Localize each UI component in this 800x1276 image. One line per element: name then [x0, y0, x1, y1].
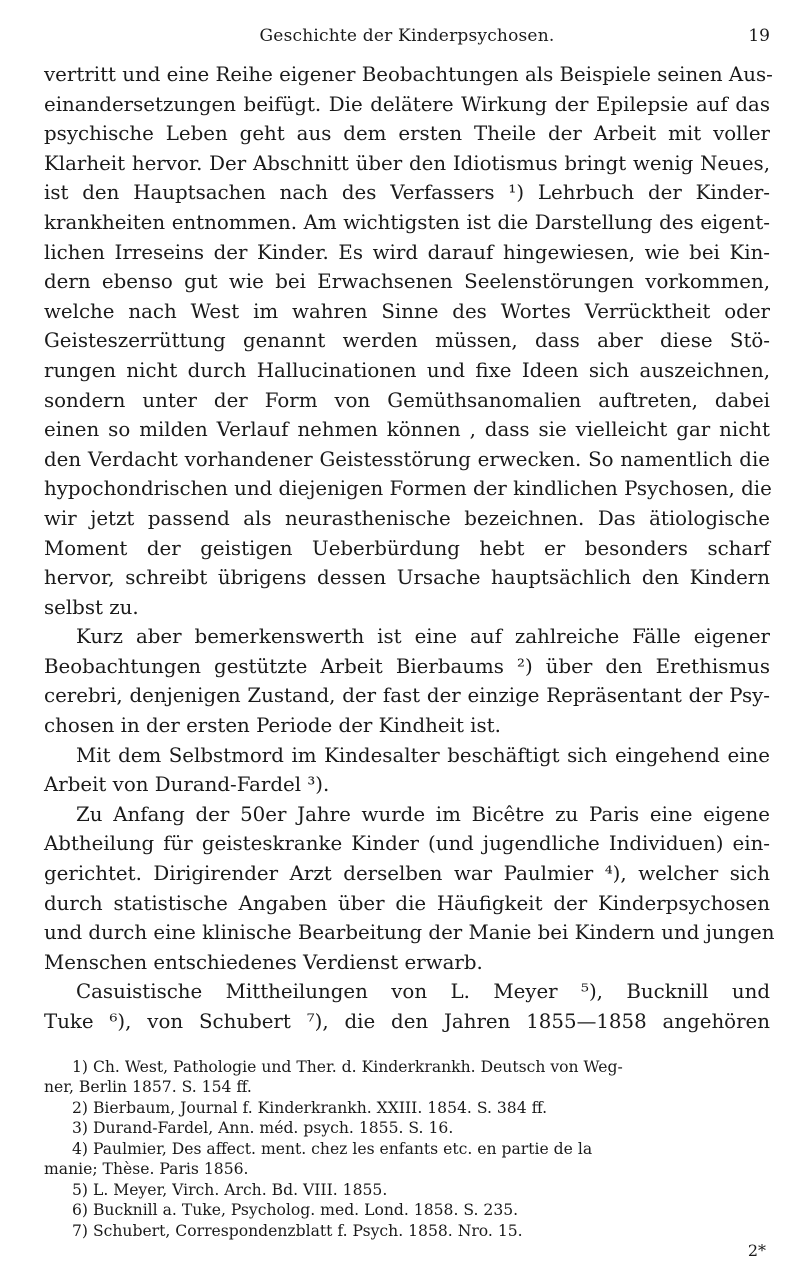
text-line: lichen Irreseins der Kinder. Es wird darauf hingewiesen, wie bei Kin- [44, 240, 770, 264]
text-line: einen so milden Verlauf nehmen können , dass sie vielleicht gar nicht [44, 418, 770, 442]
footnote: 6) Bucknill a. Tuke, Psycholog. med. Lond. 1858. S. 235. [72, 1201, 519, 1220]
page-number: 19 [748, 26, 770, 46]
text-line: gerichtet. Dirigirender Arzt derselben war Paulmier ⁴), welcher sich [44, 862, 770, 886]
text-line: Mit dem Selbstmord im Kindesalter beschäftigt sich eingehend eine [76, 743, 770, 767]
text-line: den Verdacht vorhandener Geistesstörung erwecken. So namentlich die [44, 447, 770, 471]
footnotes [44, 1057, 770, 1262]
footnote: 2) Bierbaum, Journal f. Kinderkrankh. XXIII. 1854. S. 384 ff. [72, 1098, 548, 1117]
text-line: rungen nicht durch Hallucinationen und fixe Ideen sich auszeichnen, [44, 358, 770, 382]
running-header [44, 18, 770, 50]
text-line: cerebri, denjenigen Zustand, der fast der einzige Repräsentant der Psy- [44, 684, 770, 708]
text-line: ist den Hauptsachen nach des Verfassers ¹) Lehrbuch der Kinder- [44, 181, 770, 205]
text-line: psychische Leben geht aus dem ersten Theile der Arbeit mit voller [44, 122, 770, 146]
footnote: 1) Ch. West, Pathologie und Ther. d. Kinderkrankh. Deutsch von Weg- [72, 1057, 623, 1076]
text-line: und durch eine klinische Bearbeitung der Manie bei Kindern und jungen [44, 921, 775, 945]
text-line: hypochondrischen und diejenigen Formen der kindlichen Psychosen, die [44, 477, 772, 501]
text-line: Beobachtungen gestützte Arbeit Bierbaums ²) über den Erethismus [44, 654, 770, 678]
footnote: 4) Paulmier, Des affect. ment. chez les enfants etc. en partie de la [72, 1139, 593, 1158]
text-line: einandersetzungen beifügt. Die delätere Wirkung der Epilepsie auf das [44, 92, 770, 116]
text-line: Tuke ⁶), von Schubert ⁷), die den Jahren 1855—1858 angehören [44, 1010, 770, 1033]
text-line: Klarheit hervor. Der Abschnitt über den Idiotismus bringt wenig Neues, [44, 151, 770, 175]
text-line: sondern unter der Form von Gemüthsanomalien auftreten, dabei [44, 388, 770, 412]
text-line: Abtheilung für geisteskranke Kinder (und jugendliche Individuen) ein- [44, 832, 770, 856]
document-page [44, 18, 775, 1262]
text-line: wir jetzt passend als neurasthenische bezeichnen. Das ätiologische [44, 506, 770, 530]
text-line: Casuistische Mittheilungen von L. Meyer ⁵), Bucknill und [76, 980, 770, 1004]
text-line: Zu Anfang der 50er Jahre wurde im Bicêtre zu Paris eine eigene [76, 802, 770, 826]
body-text [44, 60, 775, 1037]
text-line: hervor, schreibt übrigens dessen Ursache hauptsächlich den Kindern [44, 566, 770, 590]
text-line: Kurz aber bemerkenswerth ist eine auf zahlreiche Fälle eigener [76, 625, 770, 649]
footnote-continuation: manie; Thèse. Paris 1856. [44, 1160, 249, 1179]
running-title: Geschichte der Kinderpsychosen. [259, 26, 555, 46]
text-line: welche nach West im wahren Sinne des Wortes Verrücktheit oder [44, 299, 770, 323]
footnote-continuation: ner, Berlin 1857. S. 154 ff. [44, 1078, 252, 1097]
footnote: 5) L. Meyer, Virch. Arch. Bd. VIII. 1855. [72, 1180, 388, 1199]
text-line: Moment der geistigen Ueberbürdung hebt er besonders scharf [44, 536, 770, 560]
text-line: Menschen entschiedenes Verdienst erwarb. [44, 950, 483, 974]
text-line: selbst zu. [44, 595, 139, 619]
text-line: krankheiten entnommen. Am wichtigsten ist die Darstellung des eigent- [44, 210, 770, 234]
footnote: 3) Durand-Fardel, Ann. méd. psych. 1855. S. 16. [72, 1119, 454, 1138]
text-line: vertritt und eine Reihe eigener Beobachtungen als Beispiele seinen Aus- [44, 63, 773, 86]
text-line: Arbeit von Durand-Fardel ³). [44, 773, 330, 797]
text-line: Geisteszerrüttung genannt werden müssen, dass aber diese Stö- [44, 329, 770, 353]
signature-mark: 2* [747, 1241, 766, 1261]
text-line: dern ebenso gut wie bei Erwachsenen Seelenstörungen vorkommen, [44, 270, 770, 294]
text-line: durch statistische Angaben über die Häufigkeit der Kinderpsychosen [44, 891, 770, 915]
footnote: 7) Schubert, Correspondenzblatt f. Psych. 1858. Nro. 15. [72, 1221, 523, 1240]
text-line: chosen in der ersten Periode der Kindheit ist. [44, 714, 501, 738]
